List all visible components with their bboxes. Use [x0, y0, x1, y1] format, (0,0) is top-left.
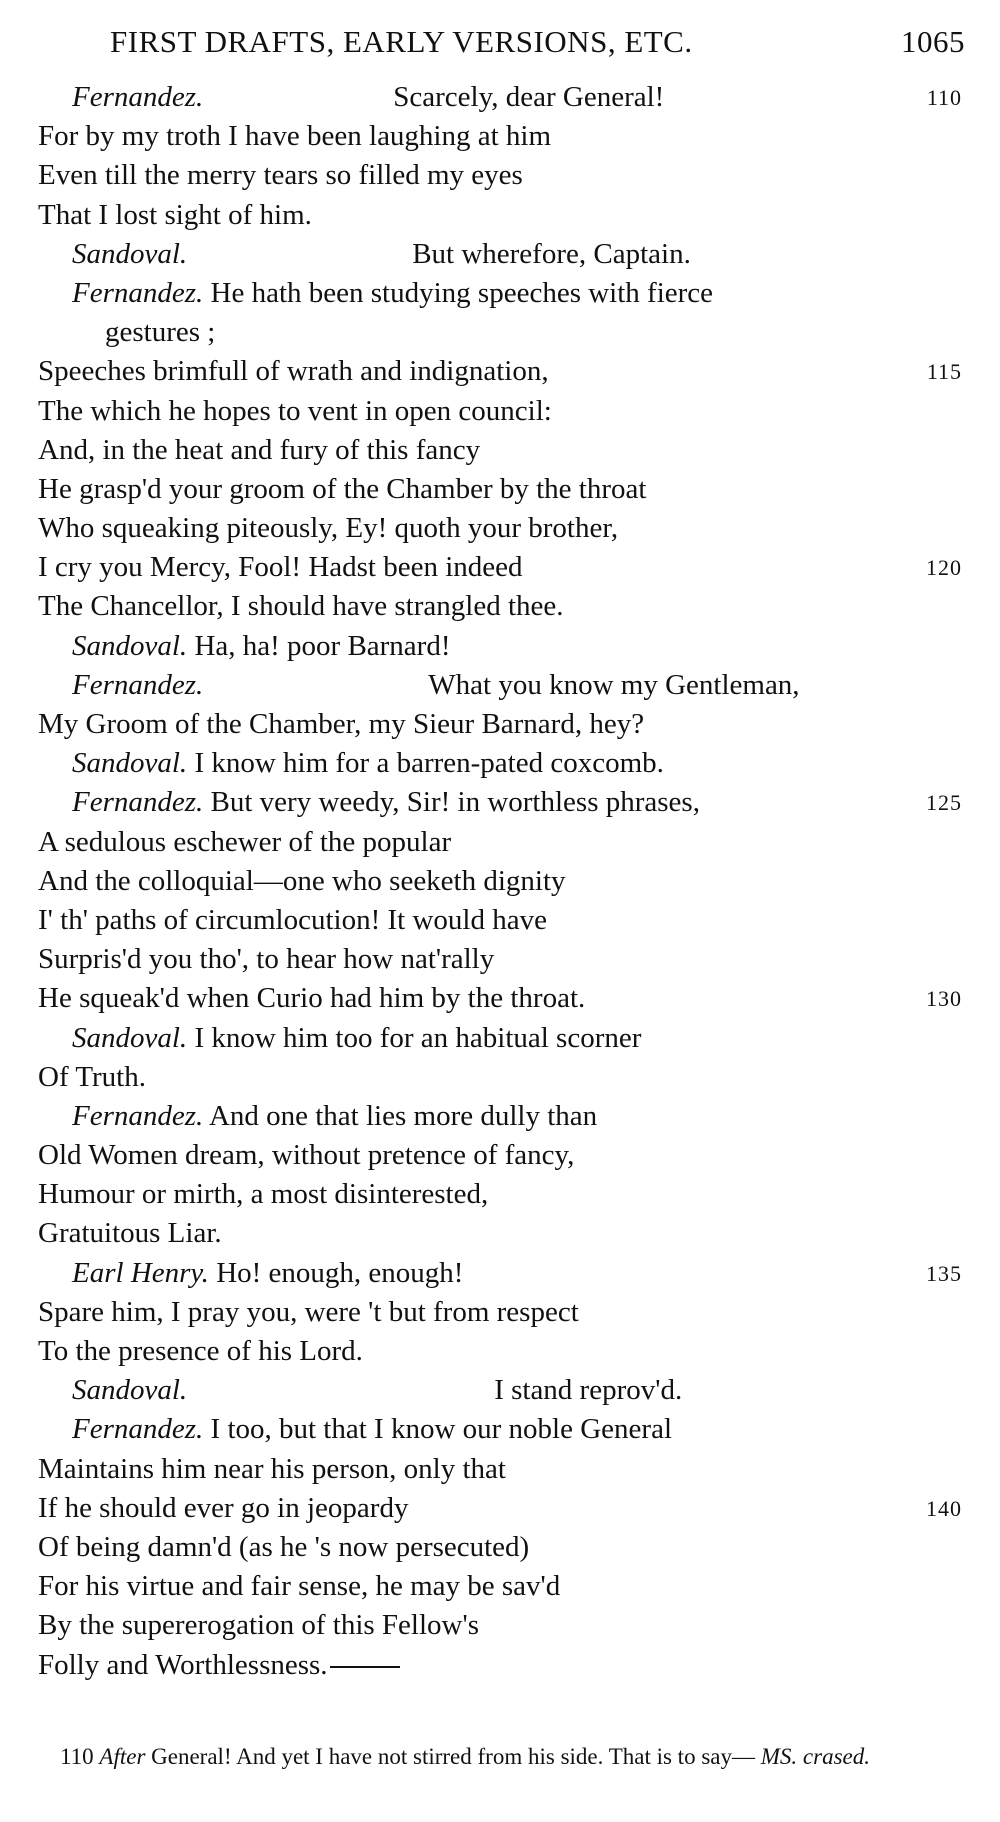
- speaker-name: Sandoval.: [72, 629, 188, 662]
- verse-line: [0, 313, 1000, 352]
- verse-text: To the presence of his Lord.: [38, 1335, 363, 1367]
- verse-line: [0, 548, 1000, 587]
- verse-text: And, in the heat and fury of this fancy: [38, 433, 481, 466]
- verse-line: [0, 274, 1000, 313]
- verse-text: Surpris'd you tho', to hear how nat'rally: [38, 943, 495, 976]
- verse-text: Speeches brimfull of wrath and indignation,: [38, 355, 549, 388]
- verse-text: I stand reprov'd.: [494, 1374, 683, 1407]
- footnote-number: 110: [60, 1744, 94, 1769]
- verse-line: [0, 392, 1000, 431]
- verse-line: [0, 1528, 1000, 1567]
- verse-text: A sedulous eschewer of the popular: [38, 825, 452, 858]
- verse-text: I too, but that I know our noble General: [210, 1413, 672, 1446]
- verse-line: [0, 1058, 1000, 1097]
- verse-line: [0, 940, 1000, 979]
- speaker-name: Fernandez.: [72, 1413, 204, 1446]
- verse-line: [0, 431, 1000, 470]
- footnote: [38, 1740, 968, 1773]
- verse-text: Even till the merry tears so filled my eyes: [38, 159, 523, 192]
- verse-text: Of Truth.: [38, 1060, 146, 1093]
- verse-text: By the supererogation of this Fellow's: [38, 1609, 479, 1642]
- verse-line: [0, 1293, 1000, 1332]
- verse-text: Who squeaking piteously, Ey! quoth your brother,: [38, 512, 619, 545]
- verse-line: [0, 1254, 1000, 1293]
- verse-line: [0, 979, 1000, 1018]
- verse-text: He squeak'd when Curio had him by the throat.: [38, 982, 586, 1015]
- verse-text: For his virtue and fair sense, he may be sav'd: [38, 1570, 561, 1603]
- verse-line: [0, 1214, 1000, 1253]
- verse-line: [0, 705, 1000, 744]
- verse-text: And the colloquial—one who seeketh dignity: [38, 864, 566, 897]
- verse-line: [0, 744, 1000, 783]
- verse-text: I' th' paths of circumlocution! It would have: [38, 903, 547, 936]
- speaker-name: Earl Henry.: [72, 1256, 209, 1289]
- verse-line: [0, 352, 1000, 391]
- verse-line: [0, 627, 1000, 666]
- line-number: 140: [926, 1495, 962, 1521]
- line-number: 110: [926, 85, 962, 110]
- verse-text: Gratuitous Liar.: [38, 1217, 222, 1250]
- footnote-ref: After: [99, 1744, 146, 1769]
- verse-line: [0, 1097, 1000, 1136]
- verse-text: My Groom of the Chamber, my Sieur Barnard, hey?: [38, 708, 645, 740]
- line-number: 125: [926, 790, 962, 816]
- speaker-name: Fernandez.: [72, 81, 204, 113]
- verse-line: [0, 1450, 1000, 1489]
- verse-text: Ho! enough, enough!: [216, 1256, 464, 1289]
- verse-line: [0, 470, 1000, 509]
- verse-line: [0, 117, 1000, 156]
- verse-text: That I lost sight of him.: [38, 198, 312, 231]
- footnote-source: MS. crased.: [760, 1744, 870, 1769]
- verse-line: [0, 78, 1000, 117]
- verse-line: [0, 1136, 1000, 1175]
- verse-line: [0, 862, 1000, 901]
- verse-line: [0, 509, 1000, 548]
- verse-text: But wherefore, Captain.: [412, 237, 691, 270]
- verse-line: [0, 1371, 1000, 1410]
- verse-text: Maintains him near his person, only that: [38, 1452, 506, 1485]
- verse-text: But very weedy, Sir! in worthless phrases,: [210, 786, 700, 819]
- verse-line: [0, 1646, 1000, 1685]
- speaker-name: Sandoval.: [72, 237, 188, 270]
- verse-line: [0, 1606, 1000, 1645]
- speaker-name: Fernandez.: [72, 276, 204, 309]
- running-header: [110, 18, 965, 66]
- verse-line: [0, 1332, 1000, 1371]
- line-number: 115: [926, 359, 962, 385]
- verse-line: [0, 587, 1000, 626]
- verse-text: I cry you Mercy, Fool! Hadst been indeed: [38, 551, 523, 584]
- verse-text: I know him too for an habitual scorner: [194, 1021, 642, 1054]
- line-number: 130: [926, 986, 962, 1012]
- speaker-name: Sandoval.: [72, 1374, 188, 1407]
- verse-text: He hath been studying speeches with fierce: [210, 276, 714, 309]
- verse-text: I know him for a barren-pated coxcomb.: [194, 747, 664, 780]
- verse-line: [0, 666, 1000, 705]
- verse-text: For by my troth I have been laughing at him: [38, 120, 552, 153]
- verse-line: [0, 196, 1000, 235]
- verse-text: And one that lies more dully than: [208, 1099, 598, 1132]
- verse-text: He grasp'd your groom of the Chamber by the throat: [38, 472, 647, 505]
- verse-line: [0, 1175, 1000, 1214]
- verse-text: The Chancellor, I should have strangled thee.: [38, 590, 564, 623]
- verse-text: Humour or mirth, a most disinterested,: [38, 1178, 489, 1211]
- verse-text: Old Women dream, without pretence of fancy,: [38, 1139, 575, 1172]
- verse-line: [0, 235, 1000, 274]
- verse-text: What you know my Gentleman,: [428, 668, 800, 701]
- verse-line: [0, 823, 1000, 862]
- verse-line: [0, 1410, 1000, 1449]
- verse-line: [0, 901, 1000, 940]
- verse-line: [0, 156, 1000, 195]
- page-number: 1065: [901, 24, 965, 59]
- verse-text: Folly and Worthlessness.: [38, 1648, 328, 1681]
- verse-line: [0, 1567, 1000, 1606]
- verse-line: [0, 1489, 1000, 1528]
- closing-dash-rule: [330, 1666, 400, 1668]
- line-number: 135: [926, 1260, 962, 1286]
- speaker-name: Sandoval.: [72, 747, 188, 780]
- verse-text: Of being damn'd (as he 's now persecuted): [38, 1530, 530, 1563]
- verse-line: [0, 783, 1000, 822]
- footnote-text: General! And yet I have not stirred from his side. That is to say—: [151, 1744, 755, 1769]
- speaker-name: Fernandez.: [72, 668, 204, 701]
- verse-text: Spare him, I pray you, were 't but from respect: [38, 1295, 579, 1328]
- header-title: FIRST DRAFTS, EARLY VERSIONS, ETC.: [110, 24, 693, 59]
- speaker-name: Sandoval.: [72, 1021, 188, 1054]
- speaker-name: Fernandez.: [72, 1099, 204, 1132]
- verse-text: Scarcely, dear General!: [393, 81, 665, 113]
- verse-block: [0, 78, 1000, 1685]
- line-number: 120: [926, 555, 962, 581]
- speaker-name: Fernandez.: [72, 786, 204, 819]
- verse-text: If he should ever go in jeopardy: [38, 1491, 409, 1524]
- verse-line: [0, 1019, 1000, 1058]
- verse-text: Ha, ha! poor Barnard!: [194, 629, 451, 662]
- verse-text: gestures ;: [105, 316, 216, 349]
- verse-text: The which he hopes to vent in open council:: [38, 394, 552, 427]
